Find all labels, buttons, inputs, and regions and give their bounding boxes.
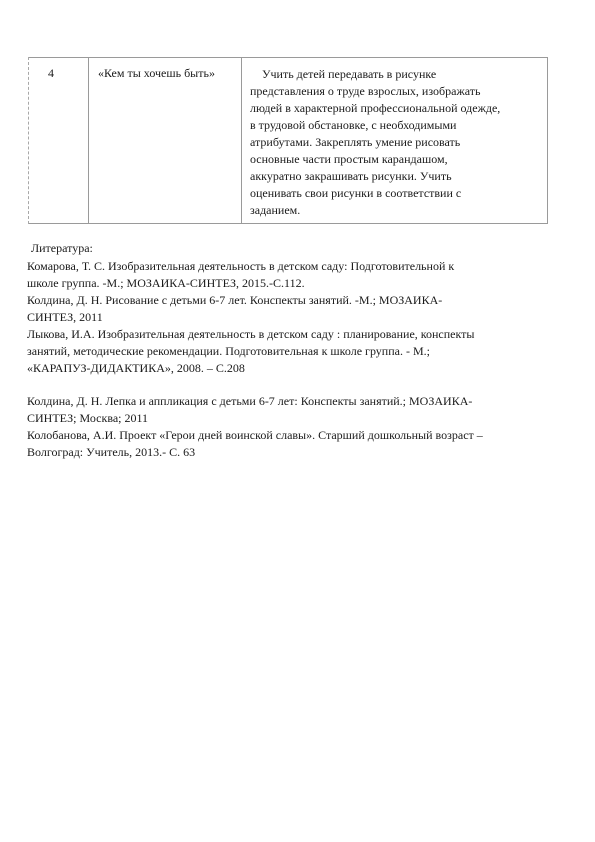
description-line: заданием. bbox=[250, 203, 301, 217]
entry-line: Колдина, Д. Н. Рисование с детьми 6-7 лет. Конспекты занятий. -М.; МОЗАИКА- bbox=[27, 293, 443, 307]
literature-entry-5 bbox=[27, 427, 567, 461]
description-line: людей в характерной профессиональной одежде, bbox=[250, 101, 501, 115]
table-left-edge bbox=[28, 57, 29, 224]
entry-line: Лыкова, И.А. Изобразительная деятельность в детском саду : планирование, конспекты bbox=[27, 327, 475, 341]
entry-line: СИНТЕЗ; Москва; 2011 bbox=[27, 411, 149, 425]
description-line: представления о труде взрослых, изображать bbox=[250, 84, 481, 98]
lesson-description bbox=[250, 66, 546, 219]
literature-entry-3 bbox=[27, 326, 567, 377]
lesson-title: «Кем ты хочешь быть» bbox=[98, 66, 215, 80]
entry-line: школе группа. -М.; МОЗАИКА-СИНТЕЗ, 2015.-С.112. bbox=[27, 276, 305, 290]
entry-line: Волгоград: Учитель, 2013.- С. 63 bbox=[27, 445, 196, 459]
column-divider-1 bbox=[88, 57, 89, 224]
literature-entry-2 bbox=[27, 292, 567, 326]
description-line: Учить детей передавать в рисунке bbox=[262, 67, 437, 81]
description-line: атрибутами. Закреплять умение рисовать bbox=[250, 135, 461, 149]
literature-entry-1 bbox=[27, 258, 567, 292]
entry-line: Комарова, Т. С. Изобразительная деятельность в детском саду: Подготовительной к bbox=[27, 259, 455, 273]
description-line: в трудовой обстановке, с необходимыми bbox=[250, 118, 457, 132]
column-divider-2 bbox=[241, 57, 242, 224]
description-line: оценивать свои рисунки в соответствии с bbox=[250, 186, 462, 200]
lesson-table bbox=[28, 57, 548, 224]
literature-heading: Литература: bbox=[31, 241, 93, 255]
description-line: аккуратно закрашивать рисунки. Учить bbox=[250, 169, 452, 183]
entry-line: СИНТЕЗ, 2011 bbox=[27, 310, 103, 324]
entry-line: занятий, методические рекомендации. Подготовительная к школе группа. - М.; bbox=[27, 344, 430, 358]
entry-line: «КАРАПУЗ-ДИДАКТИКА», 2008. – С.208 bbox=[27, 361, 245, 375]
entry-line: Колдина, Д. Н. Лепка и аппликация с детьми 6-7 лет: Конспекты занятий.; МОЗАИКА- bbox=[27, 394, 473, 408]
row-number: 4 bbox=[48, 66, 54, 80]
description-line: основные части простым карандашом, bbox=[250, 152, 448, 166]
entry-line: Колобанова, А.И. Проект «Герои дней воинской славы». Старший дошкольный возраст – bbox=[27, 428, 483, 442]
literature-entry-4 bbox=[27, 393, 567, 427]
